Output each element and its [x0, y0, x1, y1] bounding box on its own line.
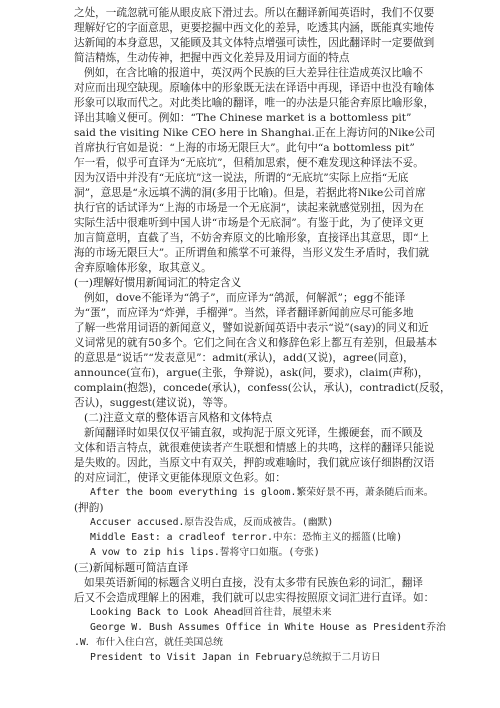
text-line: 首席执行官如是说：“上海的市场无限巨大”。此句中“a bottomless pit”	[74, 142, 415, 154]
text-line: 新闻翻译时如果仅仅平铺直叙，或拘泥于原文死译，生搬硬套，而不顾及	[84, 427, 423, 439]
text-line: 文体和语言特点，就很难使读者产生联想和情感上的共鸣，这样的翻译只能说	[74, 442, 435, 454]
text-line: 因为汉语中并没有“无底坑”这一说法，所谓的“无底坑”实际上应指“无底	[74, 172, 409, 184]
text-line: complain(抱怨)，concede(承认)，confess(公认，承认)，contradict(反驳，	[74, 382, 451, 394]
section-heading: (一)理解好惯用新闻词汇的特定含义	[74, 277, 242, 289]
text-line: 否认)，suggest(建议说)，等等。	[74, 397, 235, 409]
text-line: 义词常见的就有50多个。它们之间在含义和修辞色彩上都互有差别，但最基本	[74, 337, 438, 349]
text-line: 乍一看，似乎可直译为“无底坑”，但稍加思索，便不难发现这种译法不妥。	[74, 157, 424, 169]
example-line: President to Visit Japan in February总统拟于二月访日	[90, 652, 381, 663]
text-line: 后又不会造成理解上的困难，我们就可以忠实得按照原文词汇进行直译。如：	[74, 592, 435, 604]
example-line: After the boom everything is gloom.繁荣好景不再，萧条随后而来。	[90, 487, 434, 498]
text-line: 执行官的话试译为“上海的市场是一个无底洞”，读起来就感觉别扭，因为在	[74, 202, 424, 214]
example-line: A vow to zip his lips.誓将守口如瓶。(夸张)	[90, 547, 320, 558]
example-line: Accuser accused.原告没告成，反而成被告。(幽默)	[90, 517, 334, 528]
text-line: 海的市场无限巨大”。正所谓鱼和熊掌不可兼得，当形义发生矛盾时，我们就	[74, 247, 430, 259]
text-line: 对应而出现空缺现。原喻体中的形象既无法在译语中再现，译语中也没有喻体	[74, 82, 435, 94]
section-heading: (二)注意文章的整体语言风格和文体特点	[84, 412, 273, 424]
text-line: 例如，在含比喻的报道中，英汉两个民族的巨大差异往往造成英汉比喻不	[84, 67, 423, 79]
example-line: Looking Back to Look Ahead回首往昔，展望未来	[90, 607, 332, 618]
text-line: 为“蛋”，而应译为“炸弹，手榴弹”。当然，译者翻译新闻前应尽可能多地	[74, 307, 414, 319]
text-line: (押韵)	[74, 502, 104, 514]
section-heading: (三)新闻标题可简洁直译	[74, 562, 189, 574]
text-line: announce(宣布)，argue(主张，争辩说)，ask(问，要求)，claim(声称)，	[74, 367, 429, 379]
text-line: said the visiting Nike CEO here in Shanghai.正在上海访问的Nike公司	[74, 127, 436, 139]
text-line: 理解好它的字面意思，更要挖掘中西文化的差异，吃透其内涵，既能真实地传	[74, 22, 435, 34]
text-line: 是失败的。因此，当原文中有双关，押韵或难喻时，我们就应该仔细斟酌汉语	[74, 457, 435, 469]
text-line: 的意思是“说话”“发表意见”：admit(承认)，add(又说)，agree(同意)，	[74, 352, 414, 364]
text-line: 形象可以取而代之。对此类比喻的翻译，唯一的办法是只能舍弃原比喻形象，	[74, 97, 435, 109]
text-line: 实际生活中很难听到中国人讲“市场是个无底洞”。有鉴于此，为了使译文更	[74, 217, 424, 229]
text-line: 达新闻的本身意思，又能顾及其文体特点增强可读性，因此翻译时一定要做到	[74, 37, 435, 49]
text-line: 之处，一疏忽就可能从眼皮底下滑过去。所以在翻译新闻英语时，我们不仅要	[74, 7, 435, 19]
text-line: 简洁精炼，生动传神，把握中西文化差异及用词方面的特点	[74, 52, 350, 64]
text-line: 舍弃原喻体形象，取其意义。	[74, 262, 212, 274]
text-line: 如果英语新闻的标题含义明白直接，没有太多带有民族色彩的词汇，翻译	[84, 577, 423, 589]
text-line: 的对应词汇，使译文更能体现原文色彩。如：	[74, 472, 286, 484]
text-line: 例如，dove不能译为“鸽子”，而应译为“鸽派，何解派”；egg不能译	[84, 292, 406, 304]
text-line: 洞”，意思是“永远填不满的洞(多用于比喻)。但是，若据此将Nike公司首席	[74, 187, 426, 199]
text-line: 加言简意明，直截了当，不妨舍弃原文的比喻形象，直接译出其意思，即“上	[74, 232, 430, 244]
example-line: Middle East: a cradleof terror.中东：恐怖主义的摇篮(比喻)	[90, 532, 403, 543]
text-line: 译出其喻义便可。例如：“The Chinese market is a bottomless pit”	[74, 112, 412, 124]
example-line: George W. Bush Assumes Office in White House as President乔治	[90, 622, 446, 633]
example-line: .W．布什入住白宫，就任美国总统	[74, 637, 223, 648]
text-line: 了解一些常用词语的新闻意义，譬如说新闻英语中表示“说”(say)的同义和近	[74, 322, 429, 334]
